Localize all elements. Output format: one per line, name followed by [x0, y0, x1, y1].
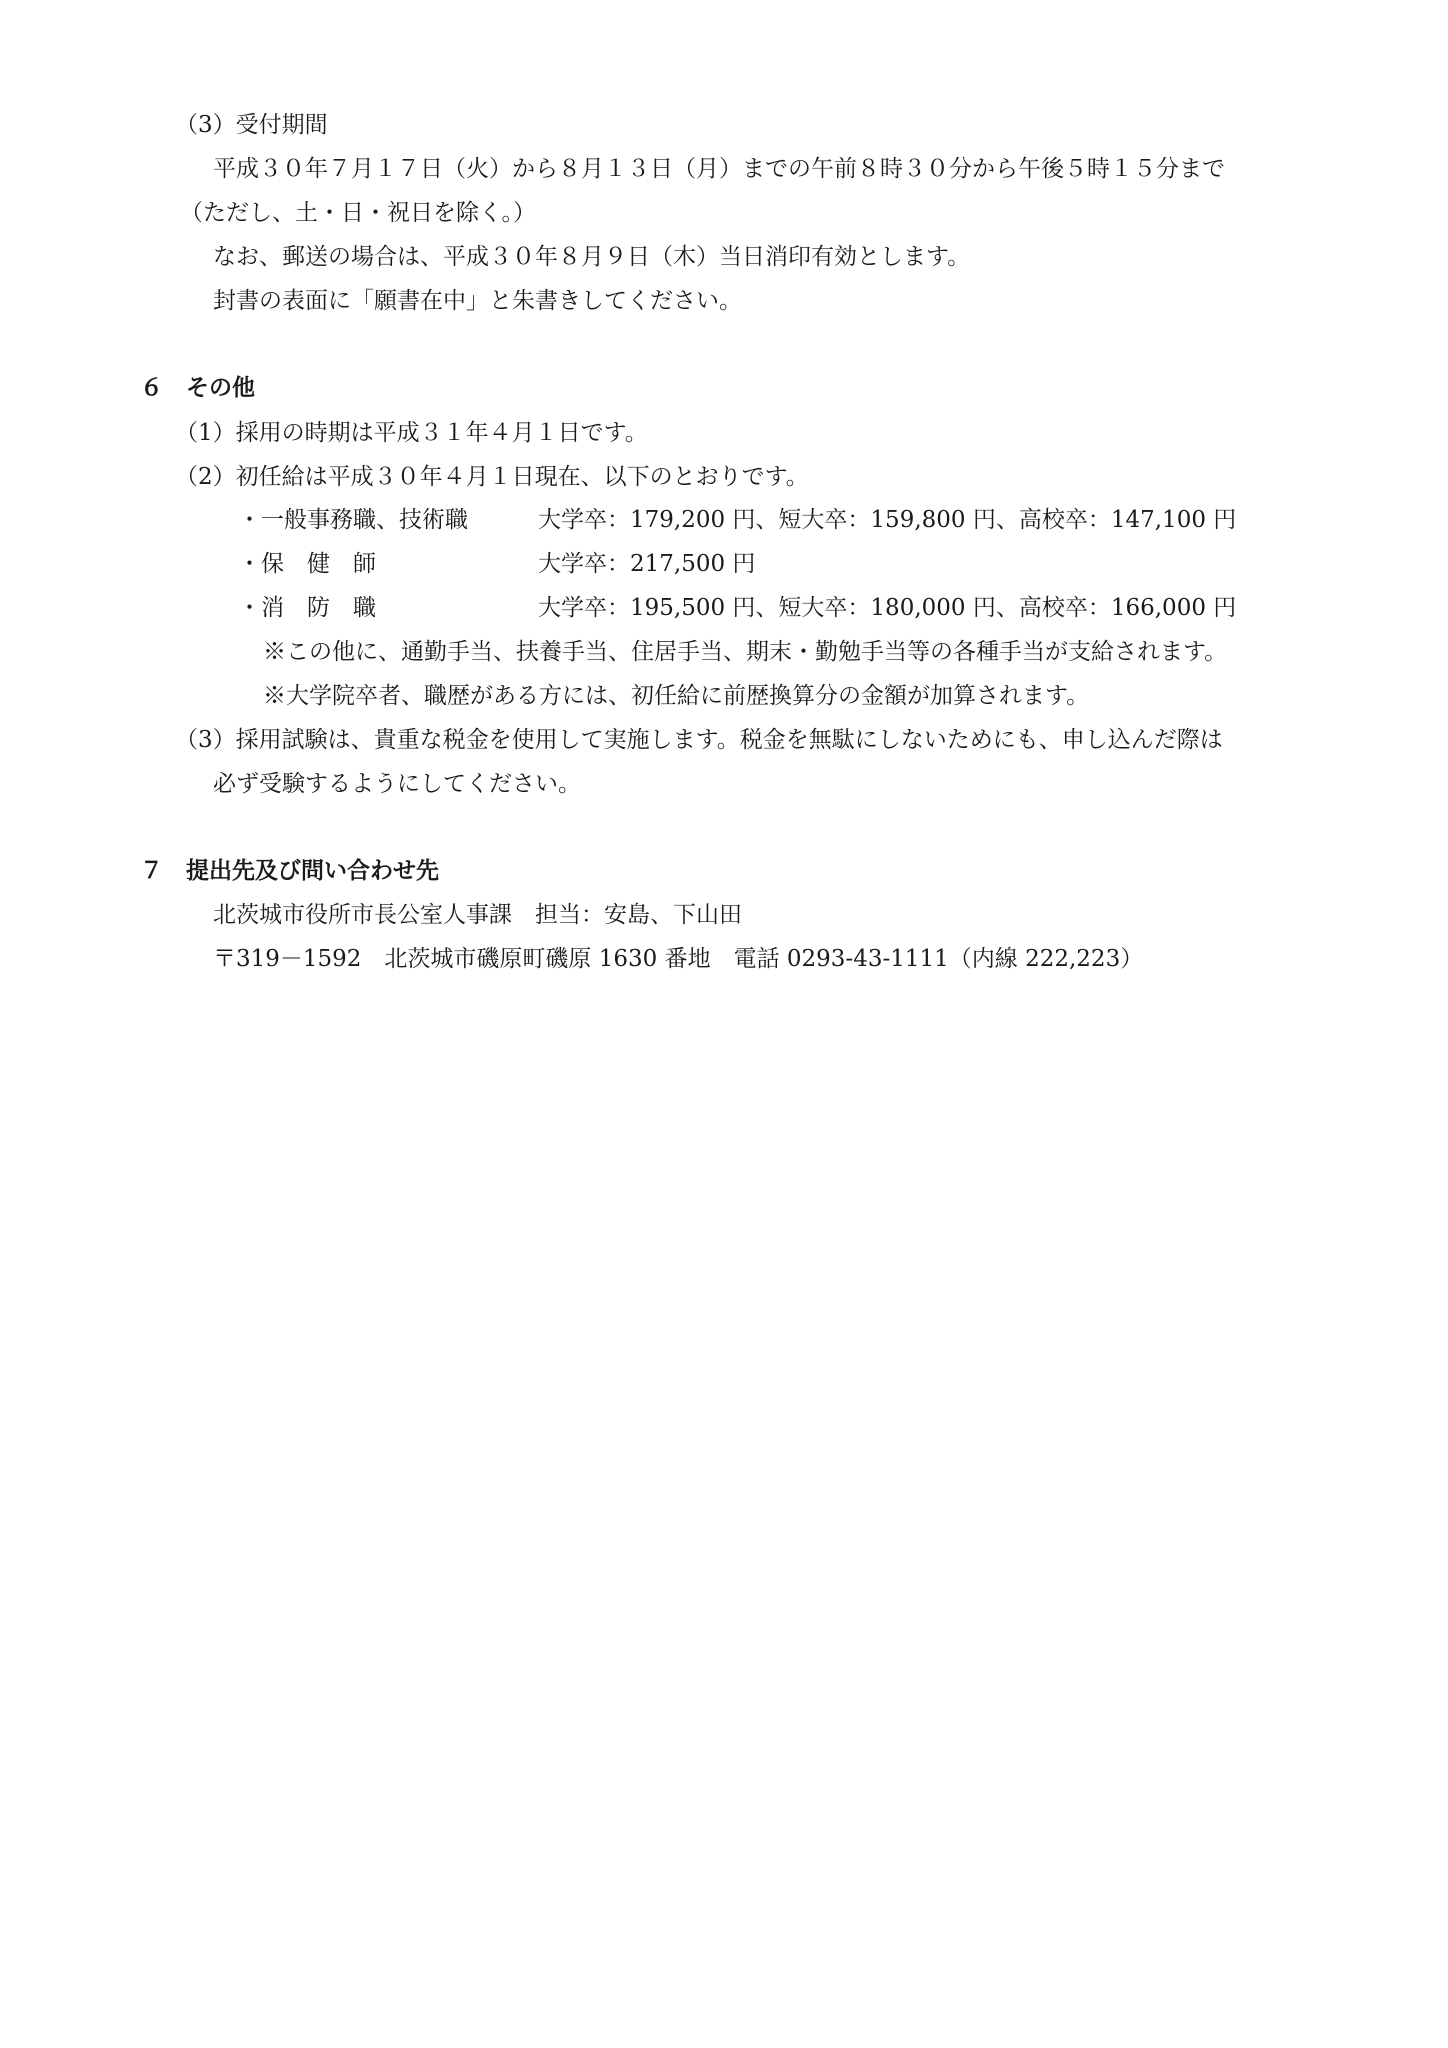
- section-5-3-label: （3）受付期間: [175, 112, 328, 138]
- section-6-heading: ６ その他: [140, 375, 255, 401]
- reception-period-text: 平成３０年７月１７日（火）から８月１３日（月）までの午前８時３０分から午後５時１５分まで: [213, 156, 1225, 182]
- salary-value-nurse: 大学卒：217,500 円: [538, 551, 756, 577]
- career-adjustment-note: ※大学院卒者、職歴がある方には、初任給に前歴換算分の金額が加算されます。: [263, 683, 1090, 709]
- reception-period-note: （ただし、土・日・祝日を除く。）: [180, 200, 537, 226]
- section-7-heading: ７ 提出先及び問い合わせ先: [140, 858, 439, 884]
- allowance-note: ※この他に、通勤手当、扶養手当、住居手当、期末・勤勉手当等の各種手当が支給されます。: [263, 639, 1228, 665]
- hiring-date-item: （1）採用の時期は平成３１年４月１日です。: [175, 420, 648, 446]
- contact-department: 北茨城市役所市長公室人事課 担当：安島、下山田: [213, 902, 742, 928]
- starting-salary-item: （2）初任給は平成３０年４月１日現在、以下のとおりです。: [175, 464, 809, 490]
- salary-label-firefighter: ・消 防 職: [238, 595, 376, 621]
- salary-label-nurse: ・保 健 師: [238, 551, 376, 577]
- salary-label-general: ・一般事務職、技術職: [238, 507, 468, 533]
- salary-value-general: 大学卒：179,200 円、短大卒：159,800 円、高校卒：147,100 円: [538, 507, 1237, 533]
- exam-attendance-item: （3）採用試験は、貴重な税金を使用して実施します。税金を無駄にしないためにも、申し込んだ際は: [175, 727, 1223, 753]
- contact-address-phone: 〒319－1592 北茨城市磯原町磯原 1630 番地 電話 0293-43-1111（内線 222,223）: [213, 946, 1144, 972]
- mail-deadline-text: なお、郵送の場合は、平成３０年８月９日（木）当日消印有効とします。: [213, 244, 971, 270]
- salary-value-firefighter: 大学卒：195,500 円、短大卒：180,000 円、高校卒：166,000 円: [538, 595, 1237, 621]
- exam-attendance-continued: 必ず受験するようにしてください。: [213, 771, 581, 797]
- envelope-instruction: 封書の表面に「願書在中」と朱書きしてください。: [213, 288, 742, 314]
